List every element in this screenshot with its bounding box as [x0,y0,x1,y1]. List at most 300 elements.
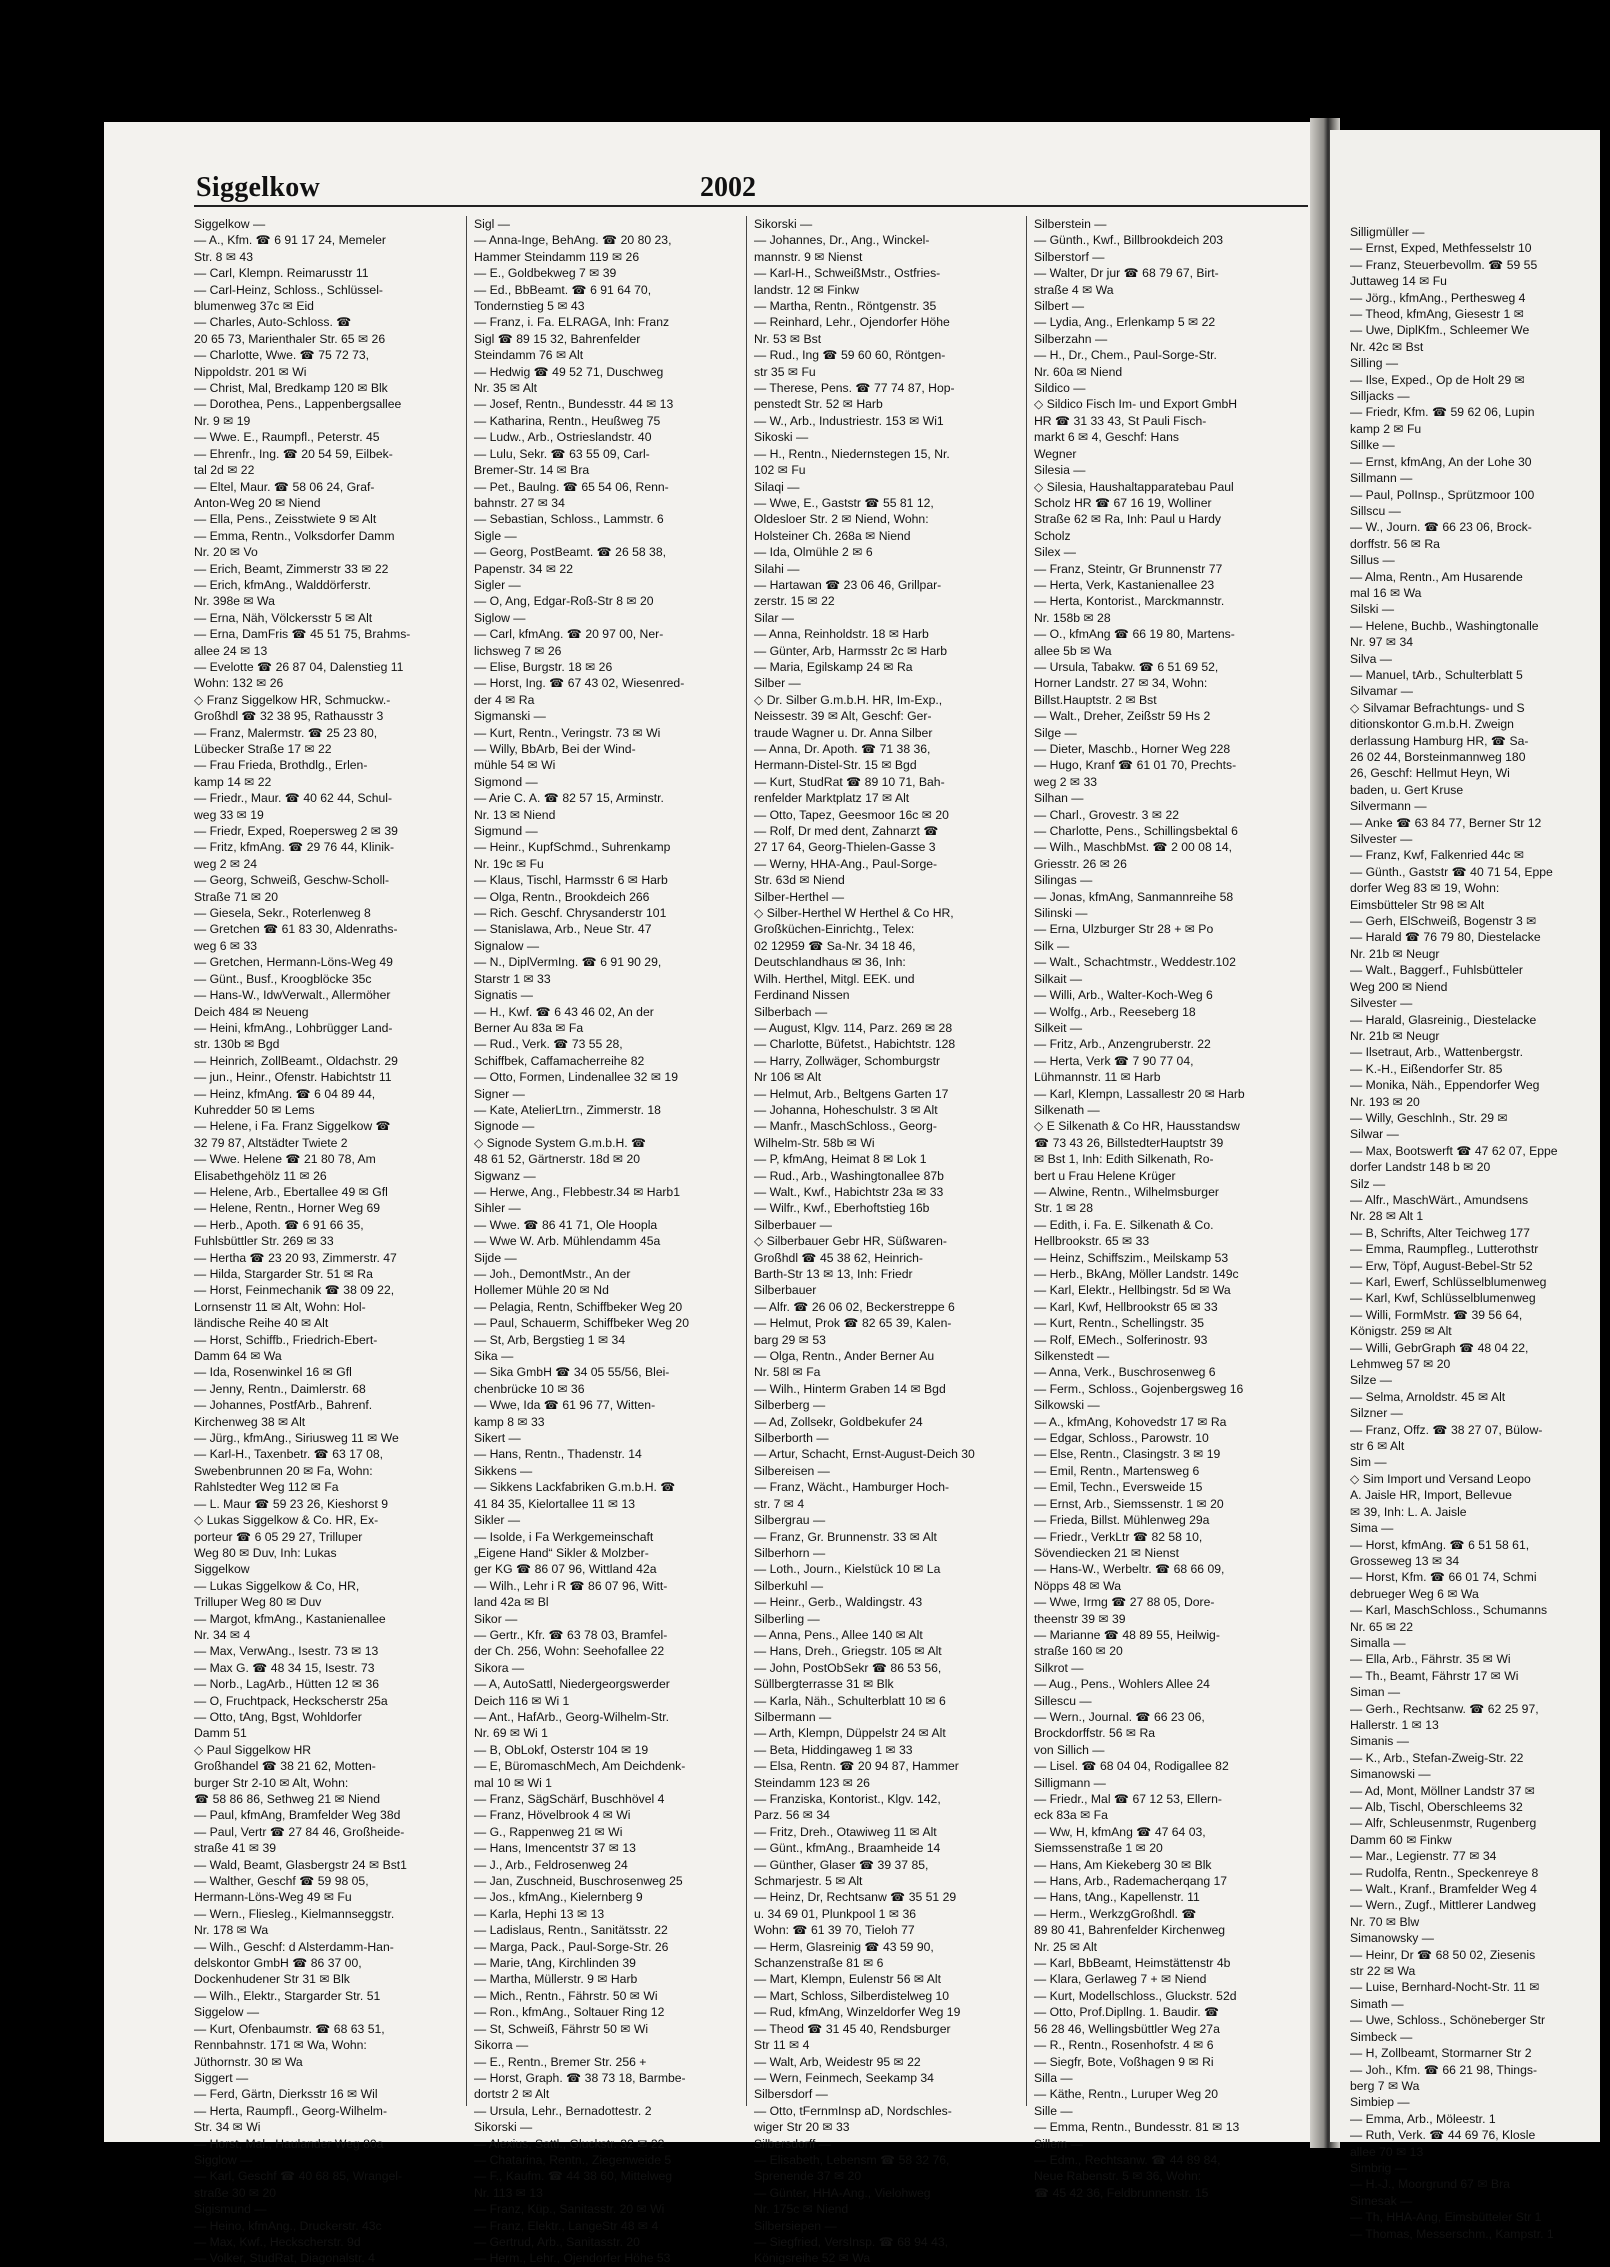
directory-entry-line: — Arth, Klempn, Düppelstr 24 ✉ Alt [754,1726,946,1741]
directory-entry-line: Silberhorn — [754,1545,826,1560]
directory-entry-line: — Anna-Inge, BehAng. ☎ 20 80 23, [474,233,672,248]
directory-entry-line: — Maria, Egilskamp 24 ✉ Ra [754,659,913,674]
directory-entry-line: — Wern., Fliesleg., Kielmannseggstr. [194,1906,395,1921]
directory-entry-line: str 22 ✉ Wa [1350,1964,1416,1979]
directory-entry-line: — Heinr, Dr ☎ 68 50 02, Ziesenis [1350,1947,1536,1962]
right-page [1330,130,1600,2241]
directory-entry-line: — Emil, Rentn., Martensweg 6 [1034,1463,1200,1478]
directory-entry-line: — Monika, Näh., Eppendorfer Weg [1350,1078,1540,1093]
directory-entry-line: 89 80 41, Bahrenfelder Kirchenweg [1034,1923,1226,1938]
directory-entry-line: — Martha, Müllerstr. 9 ✉ Harb [474,1972,638,1987]
directory-entry-line: — Kate, AtelierLtrn., Zimmerstr. 18 [474,1102,661,1117]
directory-entry-line: — Max G. ☎ 48 34 15, Isestr. 73 [194,1660,375,1675]
directory-entry-line: Sigler — [474,577,521,592]
directory-entry-line: — Ladislaus, Rentn., Sanitätsstr. 22 [474,1923,668,1938]
directory-entry-line: — Johannes, PostfArb., Bahrenf. [194,1398,373,1413]
directory-entry-line: Silkrot — [1034,1660,1084,1675]
directory-entry-line: kamp 2 ✉ Fu [1350,421,1422,436]
directory-entry-line: Silkenstedt — [1034,1349,1110,1364]
directory-entry-line: Holsteiner Ch. 268a ✉ Niend [754,528,911,543]
directory-entry-line: — Gertr., Kfr. ☎ 63 78 03, Bramfel- [474,1627,668,1642]
directory-entry-line: — Rich. Geschf. Chrysanderstr 101 [474,906,667,921]
directory-entry-line: Großhdl ☎ 32 38 95, Rathausstr 3 [194,709,384,724]
directory-entry-line: Silberbach — [754,1004,828,1019]
directory-entry-line: — Ursula, Lehr., Bernadottestr. 2 [474,2103,652,2118]
directory-entry-line: — Charlotte, Pens., Schillingsbektal 6 [1034,824,1238,839]
directory-entry-line: debrueger Weg 6 ✉ Wa [1350,1586,1479,1601]
directory-entry-line: — Rudolfa, Rentn., Speckenreye 8 [1350,1865,1539,1880]
directory-entry-line: — Alwine, Rentn., Wilhelmsburger [1034,1184,1219,1199]
directory-entry-line: — Wald, Beamt, Glasbergstr 24 ✉ Bst1 [194,1857,407,1872]
directory-entry-line: — Walt, Arb, Weidestr 95 ✉ 22 [754,2054,921,2069]
directory-entry-line: — Hans, Imencentstr 37 ✉ 13 [474,1841,636,1856]
directory-entry-line: — Karla, Näh., Schulterblatt 10 ✉ 6 [754,1693,946,1708]
directory-entry-line: — Franz, Offz. ☎ 38 27 07, Bülow- [1350,1422,1543,1437]
directory-entry-line: weg 6 ✉ 33 [194,938,258,953]
directory-entry-line: Silar — [754,610,794,625]
directory-entry-line: — W., Journ. ☎ 66 23 06, Brock- [1350,520,1532,535]
directory-entry-line: u. 34 69 01, Plunkpool 1 ✉ 36 [754,1906,916,1921]
directory-entry-line: — St, Schweiß, Fährstr 50 ✉ Wi [474,2021,649,2036]
directory-entry-line: Silligmann — [1034,1775,1106,1790]
directory-entry-line: Silligmüller — [1350,225,1425,239]
directory-entry-line: Sillmann — [1350,471,1413,486]
directory-columns [194,216,1310,2266]
directory-entry-line: — August, Klgv. 114, Parz. 269 ✉ 28 [754,1020,953,1035]
directory-entry-line: — Franz, Küp., Sanitasstr. 20 ✉ Wi [474,2202,665,2217]
directory-entry-line: — Ad, Zollsekr, Goldbekufer 24 [754,1414,923,1429]
directory-entry-line: — Jonas, kfmAng, Sanmannreihe 58 [1034,889,1234,904]
directory-entry-line: — Franz, Malermstr. ☎ 25 23 80, [194,725,378,740]
directory-entry-line: — Horst, Kfm. ☎ 66 01 74, Schmi [1350,1570,1537,1585]
directory-entry-line: Steindamm 76 ✉ Alt [474,348,584,363]
directory-entry-line: Silbergrau — [754,1513,826,1528]
directory-entry-line: — R., Rentn., Rosenhofstr. 4 ✉ 6 [1034,2038,1214,2053]
directory-entry-line: — Wern., Journal. ☎ 66 23 06, [1034,1709,1205,1724]
directory-entry-line: — Otto, Prof.Dipllng. 1. Baudir. ☎ [1034,2005,1220,2020]
directory-entry-line: Silkowski — [1034,1398,1100,1413]
directory-entry-line: — K., Arb., Stefan-Zweig-Str. 22 [1350,1750,1524,1765]
directory-entry-line: bahnstr. 27 ✉ 34 [474,495,565,510]
directory-entry-line: — Wern., Zugf., Mittlerer Landweg [1350,1898,1537,1913]
directory-entry-line: — Marianne ☎ 48 89 55, Heilwig- [1034,1627,1220,1642]
directory-entry-line: Hellbrookstr. 65 ✉ 33 [1034,1234,1150,1249]
directory-entry-line: allee 24 ✉ 13 [194,643,268,658]
directory-entry-line: — Wilh., Hinterm Graben 14 ✉ Bgd [754,1381,946,1396]
directory-entry-line: — Ad, Mont, Möllner Landstr 37 ✉ [1350,1783,1535,1798]
directory-entry-line: — Horst, Schiffb., Friedrich-Ebert- [194,1332,378,1347]
directory-entry-line: Silling — [1350,356,1399,371]
directory-entry-line: — Alexius, Sattl., Gluckstr. 32 ✉ 22 [474,2136,665,2151]
directory-entry-line: — Karl, Geschf ☎ 40 68 85, Wrangel- [194,2169,403,2184]
directory-entry-line: — Herb., BkAng, Möller Landstr. 149c [1034,1267,1239,1281]
directory-entry-line: Scholz HR ☎ 67 16 19, Wolliner [1034,495,1212,510]
directory-entry-line: — Herta, Verk ☎ 7 90 77 04, [1034,1053,1194,1068]
directory-entry-line: A. Jaisle HR, Import, Bellevue [1350,1488,1512,1503]
directory-entry-line: derlassung Hamburg HR, ☎ Sa- [1350,733,1529,748]
directory-entry-line: — Karl-H., SchweißMstr., Ostfries- [754,266,941,281]
directory-entry-line: Wilhelm-Str. 58b ✉ Wi [754,1135,875,1150]
directory-entry-line: — G., Rappenweg 21 ✉ Wi [474,1824,623,1839]
directory-entry-line: Silbersdorff — [754,2136,831,2151]
directory-entry-line: — Marie, tAng, Kirchlinden 39 [474,1956,636,1971]
directory-entry-line: — Charles, Auto-Schloss. ☎ [194,315,352,330]
directory-entry-line: — Karl-H., Taxenbetr. ☎ 63 17 08, [194,1447,384,1462]
directory-entry-line: — Herta, Verk, Kastanienallee 23 [1034,577,1215,592]
directory-entry-line: — Ernst, Arb., Siemssenstr. 1 ✉ 20 [1034,1496,1224,1511]
directory-entry-line: Simbeck — [1350,2029,1413,2044]
directory-entry-line: straße 4 ✉ Wa [1034,282,1114,297]
directory-entry-line: der 4 ✉ Ra [474,692,535,707]
directory-entry-line: 41 84 35, Kielortallee 11 ✉ 13 [474,1496,636,1511]
directory-entry-line: Sövendiecken 21 ✉ Nienst [1034,1545,1180,1560]
directory-entry-line: — Wilfr., Kwf., Eberhoftstieg 16b [754,1201,930,1216]
directory-entry-line: Simanis — [1350,1734,1409,1749]
directory-entry-line: Berner Au 83a ✉ Fa [474,1020,584,1035]
directory-entry-line: — Willi, FormMstr. ☎ 39 56 64, [1350,1307,1523,1322]
directory-entry-line: ditionskontor G.m.b.H. Zweign [1350,717,1514,732]
directory-entry-line: Silkeit — [1034,1020,1083,1035]
directory-entry-line: — Walt., Schachtmstr., Weddestr.102 [1034,955,1236,970]
directory-entry-line: Nr. 53 ✉ Bst [754,331,822,346]
directory-entry-line: Sigl ☎ 89 15 32, Bahrenfelder [474,331,641,346]
directory-entry-line: — Fritz, Arb., Anzengruberstr. 22 [1034,1037,1211,1052]
directory-entry-line: Königsreihe 52 ✉ Wa [754,2251,871,2266]
directory-entry-line: — Franz, Wächt., Hamburger Hoch- [754,1480,950,1495]
directory-entry-line: — Helmut, Prok ☎ 82 65 39, Kalen- [754,1316,952,1331]
directory-entry-line: Silahi — [754,561,800,576]
directory-entry-line: Simesak — [1350,2193,1413,2208]
directory-entry-line: Sihler — [474,1201,521,1216]
directory-entry-line: Silbermann — [754,1709,832,1724]
directory-entry-line: — Günter, Arb, Harmsstr 2c ✉ Harb [754,643,948,658]
directory-entry-line: — Lukas Siggelkow & Co, HR, [194,1578,360,1593]
directory-entry-line: Siman — [1350,1685,1401,1700]
directory-entry-line: — Herta, Kontorist., Marckmannstr. [1034,594,1225,609]
directory-entry-line: Silinski — [1034,906,1088,921]
directory-entry-line: Silex — [1034,545,1076,560]
directory-entry-line: Kirchenweg 38 ✉ Alt [194,1414,306,1429]
directory-entry-line: — Ludw., Arb., Ostrieslandstr. 40 [474,430,652,445]
directory-entry-line: — Wilh., Lehr i R ☎ 86 07 96, Witt- [474,1578,668,1593]
directory-entry-line: 48 61 52, Gärtnerstr. 18d ✉ 20 [474,1152,641,1167]
directory-entry-line: Rahlstedter Weg 112 ✉ Fa [194,1480,339,1495]
directory-entry-line: — Karl, Kwf, Hellbrookstr 65 ✉ 33 [1034,1299,1218,1314]
directory-entry-line: wiger Str 20 ✉ 33 [754,2120,850,2135]
directory-entry-line: — Paul, kfmAng, Bramfelder Weg 38d [194,1808,401,1823]
directory-entry-line: Weg 80 ✉ Duv, Inh: Lukas [194,1545,337,1560]
directory-entry-line: — Carl, Klempn. Reimarusstr 11 [194,266,369,281]
directory-entry-line: — Anna, Reinholdstr. 18 ✉ Harb [754,627,929,642]
directory-entry-line: — Erna, DamFris ☎ 45 51 75, Brahms- [194,627,411,642]
directory-entry-line: Steindamm 123 ✉ 26 [754,1775,870,1790]
directory-entry-line: — Otto, tFernmInsp aD, Nordschles- [754,2103,952,2118]
directory-entry-line: — Evelotte ☎ 26 87 04, Dalenstieg 11 [194,659,404,674]
directory-entry-line: — Ant., HafArb., Georg-Wilhelm-Str. [474,1709,670,1724]
directory-entry-line: berg 7 ✉ Wa [1350,2078,1420,2093]
directory-entry-line: — Ella, Arb., Fährstr. 35 ✉ Wi [1350,1652,1511,1667]
directory-entry-line: — Max, VerwAng., Isestr. 73 ✉ 13 [194,1644,379,1659]
directory-entry-line: Str. 34 ✉ Wi [194,2120,261,2135]
directory-entry-line: markt 6 ✉ 4, Geschf: Hans [1034,430,1180,445]
directory-entry-line: Siggelkow — [194,217,266,231]
directory-entry-line: — Mart, Klempn, Eulenstr 56 ✉ Alt [754,1972,942,1987]
directory-entry-line: — Olga, Rentn., Brookdeich 266 [474,889,650,904]
directory-entry-line: — H., Rentn., Niedernstegen 15, Nr. [754,446,950,461]
directory-entry-line: Silvester — [1350,996,1413,1011]
directory-entry-line: — Joh., Kfm. ☎ 66 21 98, Things- [1350,2062,1538,2077]
directory-entry-line: Hammer Steindamm 119 ✉ 26 [474,249,640,264]
directory-entry-line: Anton-Weg 20 ✉ Niend [194,495,321,510]
directory-entry-line: Silski — [1350,602,1395,617]
directory-entry-line: — Paul, Schauerm, Schiffbeker Weg 20 [474,1316,689,1331]
directory-entry-line: Hallerstr. 1 ✉ 13 [1350,1717,1439,1732]
directory-entry-line: str. 7 ✉ 4 [754,1496,805,1511]
directory-entry-line: — Franziska, Kontorist., Klgv. 142, [754,1792,941,1806]
directory-entry-line: — A, AutoSattl, Niedergeorgswerder [474,1677,670,1692]
directory-entry-line: allee 70 ✉ 13 [1350,2144,1424,2159]
directory-entry-line: — Norb., LagArb., Hütten 12 ✉ 36 [194,1677,379,1692]
directory-entry-line: — Luise, Bernhard-Nocht-Str. 11 ✉ [1350,1980,1540,1995]
directory-entry-line: eck 83a ✉ Fa [1034,1808,1108,1823]
directory-entry-line: Lübecker Straße 17 ✉ 22 [194,742,332,756]
directory-entry-line: traude Wagner u. Dr. Anna Silber [754,725,933,740]
directory-entry-line: Silkait — [1034,971,1083,986]
directory-entry-line: — Dorothea, Pens., Lappenbergsallee [194,397,402,412]
header-rule [194,205,1308,207]
directory-entry-line: — Therese, Pens. ☎ 77 74 87, Hop- [754,381,955,396]
directory-column-1 [194,216,458,2266]
directory-entry-line: Königstr. 259 ✉ Alt [1350,1324,1452,1339]
directory-entry-line: — Ilse, Exped., Op de Holt 29 ✉ [1350,372,1525,387]
directory-entry-line: — Heinr., Gerb., Waldingstr. 43 [754,1595,923,1610]
directory-entry-line: — Ed., BbBeamt. ☎ 6 91 64 70, [474,282,652,297]
directory-entry-line: — Edith, i. Fa. E. Silkenath & Co. [1034,1217,1214,1232]
directory-entry-line: — Emma, Rentn., Volksdorfer Damm [194,528,395,543]
directory-entry-line: lichsweg 7 ✉ 26 [474,643,562,658]
directory-entry-line: ✉ Bst 1, Inh: Edith Silkenath, Ro- [1034,1152,1214,1167]
directory-entry-line: Silbert — [1034,299,1085,314]
directory-entry-line: Großhdl ☎ 45 38 62, Heinrich- [754,1250,923,1265]
page-header-surname: Siggelkow [196,172,321,203]
directory-entry-line: — Loth., Journ., Kielstück 10 ✉ La [754,1562,941,1577]
directory-entry-line: — Anna, Dr. Apoth. ☎ 71 38 36, [754,742,931,756]
directory-entry-line: Nr. 70 ✉ Blw [1350,1914,1420,1929]
directory-entry-line: — Karl, Klempn, Lassallestr 20 ✉ Harb [1034,1086,1245,1101]
directory-entry-line: — Heinr., KupfSchmd., Suhrenkamp [474,840,671,855]
directory-entry-line: — Kurt, Modellschloss., Gluckstr. 52d [1034,1988,1237,2003]
directory-entry-line: — Günter, HHA-Ang., Vielohweg [754,2185,931,2200]
directory-entry-line: — Kurt, Ofenbaumstr. ☎ 68 63 51, [194,2021,385,2036]
directory-entry-line: — Hedwig ☎ 49 52 71, Duschweg [474,364,664,379]
directory-entry-line: — Hans, Rentn., Thadenstr. 14 [474,1447,642,1462]
directory-entry-line: Nippoldstr. 201 ✉ Wi [194,364,307,379]
directory-entry-line: Sigle — [474,528,517,543]
directory-entry-line: Barth-Str 13 ✉ 13, Inh: Friedr [754,1267,913,1281]
directory-entry-line: — Gretchen, Hermann-Löns-Weg 49 [194,955,393,970]
directory-entry-line: Damm 60 ✉ Finkw [1350,1832,1452,1847]
directory-entry-line: Silzner — [1350,1406,1403,1421]
directory-entry-line: — Ella, Pens., Zeisstwiete 9 ✉ Alt [194,512,377,527]
directory-entry-line: Sim — [1350,1455,1387,1470]
directory-entry-line: Griesstr. 26 ✉ 26 [1034,856,1127,871]
directory-entry-line: Kuhredder 50 ✉ Lems [194,1102,315,1117]
directory-entry-line: — Jenny, Rentn., Daimlerstr. 68 [194,1381,366,1396]
directory-entry-line: — Hans, Arb., Rademacherqang 17 [1034,1874,1228,1889]
directory-entry-line: 20 65 73, Marienthaler Str. 65 ✉ 26 [194,331,386,346]
directory-entry-line: — Johanna, Hoheschulstr. 3 ✉ Alt [754,1102,938,1117]
directory-entry-line: — Carl-Heinz, Schloss., Schlüssel- [194,282,383,297]
directory-entry-line: — Emil, Techn., Eversweide 15 [1034,1480,1203,1495]
directory-entry-line: — Alma, Rentn., Am Husarende [1350,569,1523,584]
directory-entry-line: Siggert — [194,2070,249,2085]
directory-entry-line: — Ferd, Gärtn, Dierksstr 16 ✉ Wil [194,2087,378,2102]
directory-entry-line: Nr. 60a ✉ Niend [1034,364,1123,379]
directory-entry-line: Schanzenstraße 81 ✉ 6 [754,1956,884,1971]
directory-entry-line: — Herm., Lehr., Ojendorfer Höhe 53 [474,2251,671,2266]
directory-entry-line: — Helmut, Arb., Beltgens Garten 17 [754,1086,949,1101]
directory-entry-line: Silvester — [1350,832,1413,847]
directory-entry-line: Silberzahn — [1034,331,1108,346]
directory-entry-line: — Herb., Apoth. ☎ 6 91 66 35, [194,1217,364,1232]
directory-entry-line: zerstr. 15 ✉ 22 [754,594,835,609]
directory-entry-line: — Harry, Zollwäger, Schomburgstr [754,1053,941,1068]
directory-entry-line: Siggelkow [194,1562,250,1577]
directory-entry-line: — Günth., Gaststr ☎ 40 71 54, Eppe [1350,864,1553,879]
directory-entry-line: Silberbauer [754,1283,817,1298]
directory-entry-line: ☎ 58 86 86, Sethweg 21 ✉ Niend [194,1792,380,1806]
directory-entry-line: weg 2 ✉ 24 [194,856,258,871]
directory-entry-line: — Franz, i. Fa. ELRAGA, Inh: Franz [474,315,670,330]
directory-entry-line: weg 33 ✉ 19 [194,807,264,822]
directory-entry-line: — Max, Bootswerft ☎ 47 62 07, Eppe [1350,1143,1558,1158]
directory-entry-line: Schiffbek, Caffamacherreihe 82 [474,1053,645,1068]
directory-entry-line: ◇ Franz Siggelkow HR, Schmuckw.- [194,692,391,707]
directory-entry-line: Ferdinand Nissen [754,988,850,1003]
directory-entry-line: — Wolfg., Arb., Reeseberg 18 [1034,1004,1196,1019]
directory-entry-line: Wilh. Herthel, Mitgl. EEK. und [754,971,915,986]
directory-entry-line: Neue Rabenstr. 5 ✉ 36, Wohn: [1034,2169,1202,2184]
directory-entry-line: mühle 54 ✉ Wi [474,758,556,773]
directory-entry-line: Silwar — [1350,1127,1399,1142]
directory-entry-line: — Karl, BbBeamt, Heimstättenstr 4b [1034,1956,1231,1971]
directory-entry-line: — A., kfmAng, Kohovedstr 17 ✉ Ra [1034,1414,1227,1429]
directory-entry-line: Deich 116 ✉ Wi 1 [474,1693,570,1708]
directory-entry-line: Silge — [1034,725,1077,740]
directory-entry-line: — Max, Kwf., Heckscherstr. 9d [194,2234,361,2249]
directory-entry-line: Weg 200 ✉ Niend [1350,979,1448,994]
directory-entry-line: — Lisel. ☎ 68 04 04, Rodigallee 82 [1034,1759,1229,1774]
directory-entry-line: — Elisabeth, Lebensm ☎ 58 32 76, [754,2152,950,2167]
directory-entry-line: Wohn: 132 ✉ 26 [194,676,284,691]
directory-entry-line: ◇ Silberbauer Gebr HR, Süßwaren- [754,1234,947,1249]
directory-entry-line: — Frau Frieda, Brothdlg., Erlen- [194,758,368,773]
directory-entry-line: — L. Maur ☎ 59 23 26, Kieshorst 9 [194,1496,389,1511]
directory-entry-line: — Willi, GebrGraph ☎ 48 04 22, [1350,1340,1529,1355]
directory-entry-line: — F., Kaufm. ☎ 44 38 60, Mittelweg [474,2169,673,2184]
directory-entry-line: — N., DiplVermIng. ☎ 6 91 90 29, [474,955,662,970]
directory-entry-line: — Anna, Verk., Buschrosenweg 6 [1034,1365,1216,1380]
directory-entry-line: Sikkens — [474,1463,533,1478]
directory-entry-line: ✉ 39, Inh: L. A. Jaisle [1350,1504,1467,1519]
directory-entry-line: — Friedr., Maur. ☎ 40 62 44, Schul- [194,791,393,806]
directory-entry-line: — Uwe, Schloss., Schöneberger Str [1350,2013,1546,2028]
directory-entry-line: — Gertrud, Arb., Sanitasstr. 20 [474,2234,640,2249]
directory-entry-line: — Rud, kfmAng, Winzeldorfer Weg 19 [754,2005,961,2020]
directory-entry-line: porteur ☎ 6 05 29 27, Trilluper [194,1529,363,1544]
directory-entry-line: Silbersiepen — [754,2218,837,2233]
directory-entry-line: — Günt., Busf., Kroogblöcke 35c [194,971,372,986]
directory-entry-line: renfelder Marktplatz 17 ✉ Alt [754,791,910,806]
directory-entry-line: Sillscu — [1350,503,1401,518]
directory-entry-line: — Friedr, Exped, Roepersweg 2 ✉ 39 [194,824,398,839]
directory-entry-line: ◇ E Silkenath & Co HR, Hausstandsw [1034,1119,1240,1134]
directory-entry-line: — Herm., WerkzgGroßhdl. ☎ [1034,1906,1197,1921]
directory-entry-line: „Eigene Hand“ Sikler & Molzber- [474,1545,649,1560]
directory-entry-line: — Heinrich, ZollBeamt., Oldachstr. 29 [194,1053,398,1068]
directory-entry-line: Silber-Herthel — [754,889,845,904]
directory-entry-line: Sikora — [474,1660,525,1675]
directory-entry-line: — Ernst, Exped, Methfesselstr 10 [1350,241,1532,256]
directory-entry-line: — Erna, Ulzburger Str 28 + ✉ Po [1034,922,1214,937]
directory-entry-line: — A., Kfm. ☎ 6 91 17 24, Memeler [194,233,386,248]
directory-entry-line: — Karl, Kwf, Schlüsselblumenweg [1350,1291,1536,1306]
directory-entry-line: 102 ✉ Fu [754,463,806,478]
directory-entry-line: — Johannes, Dr., Ang., Winckel- [754,233,930,248]
directory-entry-line: Nr. 21b ✉ Neugr [1350,1028,1440,1043]
directory-entry-line: — Elise, Burgstr. 18 ✉ 26 [474,659,613,674]
directory-entry-line: — Th., Beamt, Fährstr 17 ✉ Wi [1350,1668,1519,1683]
directory-entry-line: — Walther, Geschf ☎ 59 98 05, [194,1874,369,1889]
right-page-column [1350,224,1610,2242]
directory-entry-line: Simalla — [1350,1635,1406,1650]
directory-entry-line: Dockenhudener Str 31 ✉ Blk [194,1972,350,1987]
directory-entry-line: — Elsa, Rentn. ☎ 20 94 87, Hammer [754,1759,959,1774]
directory-entry-line: straße 41 ✉ 39 [194,1841,277,1856]
directory-entry-line: Hermann-Distel-Str. 15 ✉ Bgd [754,758,917,773]
directory-entry-line: ◇ Silesia, Haushaltapparatebau Paul [1034,479,1234,494]
directory-entry-line: — Ferm., Schloss., Gojenbergsweg 16 [1034,1381,1244,1396]
directory-entry-line: mal 16 ✉ Wa [1350,585,1422,600]
page-number: 2002 [700,172,756,203]
directory-entry-line: kamp 8 ✉ 33 [474,1414,545,1429]
directory-entry-line: Silz — [1350,1176,1386,1191]
directory-entry-line: landstr. 12 ✉ Finkw [754,282,860,297]
directory-entry-line: — Harald ☎ 76 79 80, Diestelacke [1350,930,1541,945]
directory-entry-line: Nr. 178 ✉ Wa [194,1923,269,1938]
directory-entry-line: Elisabethgehölz 11 ✉ 26 [194,1168,327,1183]
directory-entry-line: — Wwe, E., Gaststr ☎ 55 81 12, [754,495,934,510]
directory-entry-line: Nr. 193 ✉ 20 [1350,1094,1420,1109]
directory-entry-line: — Heino, kfmAng., Druckerstr. 43c [194,2218,382,2233]
directory-entry-line: — Th, HHA-Ang, Eimsbütteler Str 1 [1350,2210,1542,2225]
directory-entry-line: ◇ Paul Siggelkow HR [194,1742,312,1757]
directory-entry-line: weg 2 ✉ 33 [1034,774,1098,789]
directory-entry-line: Siemssenstraße 1 ✉ 20 [1034,1841,1163,1856]
directory-entry-line: — Reinhard, Lehr., Ojendorfer Höhe [754,315,950,330]
directory-entry-line: blumenweg 37c ✉ Eid [194,299,314,314]
directory-entry-line: — H., Kwf. ☎ 6 43 46 02, An der [474,1004,654,1019]
directory-entry-line: delskontor GmbH ☎ 86 37 00, [194,1956,362,1971]
directory-entry-line: — Franz, Steintr, Gr Brunnenstr 77 [1034,561,1223,576]
directory-entry-line: Silingas — [1034,873,1093,888]
directory-entry-line: — Volker, StudRat, Diagonalstr. 4 [194,2251,375,2266]
directory-entry-line: — Erich, Beamt, Zimmerstr 33 ✉ 22 [194,561,389,576]
directory-entry-line: ☎ 73 43 26, BillstedterHauptstr 39 [1034,1135,1224,1150]
directory-entry-line: — St, Arb, Bergstieg 1 ✉ 34 [474,1332,626,1347]
directory-entry-line: — Sika GmbH ☎ 34 05 55/56, Blei- [474,1365,670,1380]
directory-entry-line: dortstr 2 ✉ Alt [474,2087,550,2102]
